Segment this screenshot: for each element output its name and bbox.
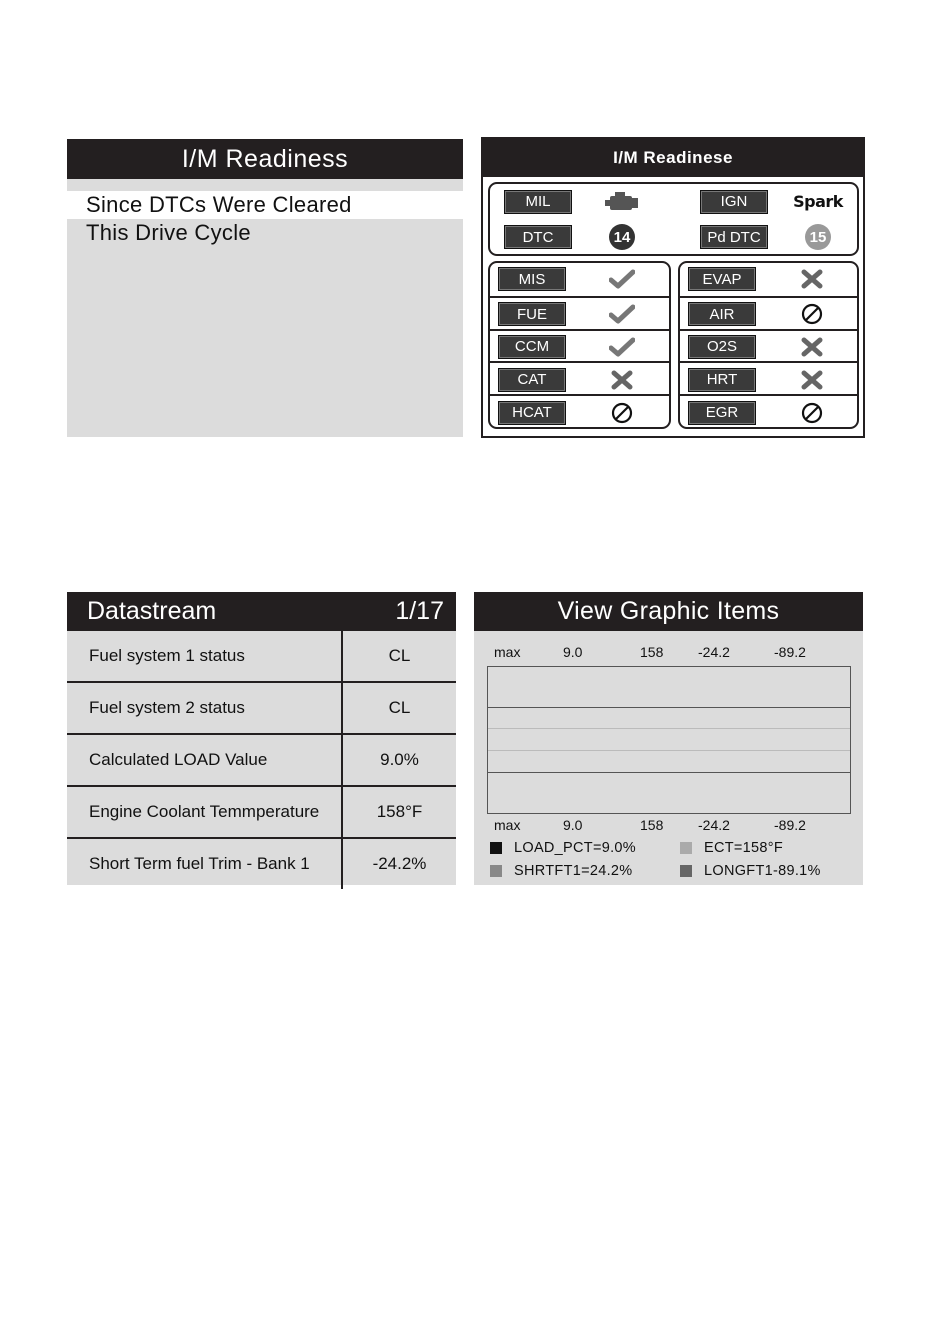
legend-item — [490, 840, 636, 856]
max-value: -24.2 — [698, 817, 730, 833]
table-row[interactable] — [67, 786, 456, 838]
dtc-label: DTC — [504, 225, 572, 249]
monitor-label: HRT — [688, 368, 756, 392]
monitor-label: MIS — [498, 267, 566, 291]
check-icon — [592, 337, 652, 357]
max-value: 158 — [640, 817, 664, 833]
monitor-label: EVAP — [688, 267, 756, 291]
right-monitors-box — [678, 261, 859, 429]
max-value: 9.0 — [563, 817, 583, 833]
bottom-max-row — [474, 817, 863, 835]
option-this-drive-cycle[interactable]: This Drive Cycle — [86, 220, 251, 245]
not-supported-icon — [782, 402, 842, 424]
pid-value: CL — [342, 631, 456, 682]
monitor-row — [490, 263, 669, 296]
datastream-header — [67, 592, 456, 631]
mil-label: MIL — [504, 190, 572, 214]
screen-title: Datastream — [87, 597, 217, 625]
legend-item — [490, 863, 632, 879]
im-readiness-status-screen — [481, 137, 865, 438]
monitor-label: O2S — [688, 335, 756, 359]
left-monitors-box — [488, 261, 671, 429]
max-value: -24.2 — [698, 644, 730, 660]
legend-swatch — [490, 842, 502, 854]
pid-value: 158°F — [342, 786, 456, 838]
monitor-label: AIR — [688, 302, 756, 326]
monitor-row — [680, 329, 857, 364]
monitor-row — [680, 263, 857, 296]
max-value: 158 — [640, 644, 664, 660]
legend-swatch — [680, 842, 692, 854]
cross-icon — [592, 370, 652, 390]
not-supported-icon — [782, 303, 842, 325]
pid-value: -24.2% — [372, 854, 427, 873]
legend-label: LOAD_PCT=9.0% — [514, 840, 636, 856]
ign-value: Spark — [793, 192, 843, 211]
legend-swatch — [490, 865, 502, 877]
monitor-label: FUE — [498, 302, 566, 326]
max-label: max — [494, 644, 521, 660]
legend-item — [680, 840, 783, 856]
max-value: -89.2 — [774, 817, 806, 833]
monitor-label: EGR — [688, 401, 756, 425]
screen-title: I/M Readiness — [67, 139, 463, 179]
pid-name: Calculated LOAD Value — [67, 734, 342, 786]
table-row[interactable] — [67, 838, 456, 889]
screen-title: View Graphic Items — [474, 592, 863, 631]
mil-dtc-box — [488, 182, 859, 256]
im-readiness-menu-screen — [67, 139, 463, 437]
table-row[interactable] — [67, 682, 456, 734]
option-since-dtcs-cleared[interactable]: Since DTCs Were Cleared — [67, 191, 463, 219]
monitor-label: HCAT — [498, 401, 566, 425]
engine-icon — [592, 191, 652, 213]
pd-dtc-label: Pd DTC — [700, 225, 768, 249]
dtc-count-badge: 14 — [609, 224, 635, 250]
legend-label: ECT=158°F — [704, 840, 784, 856]
pid-name: Fuel system 1 status — [67, 631, 342, 682]
not-supported-icon — [592, 402, 652, 424]
legend-item — [680, 863, 821, 879]
graphic-items-screen — [474, 592, 863, 885]
screen-title: I/M Readinese — [483, 139, 863, 177]
check-icon — [592, 304, 652, 324]
monitor-row — [490, 296, 669, 331]
monitor-row — [490, 329, 669, 364]
monitor-row — [490, 394, 669, 429]
legend-label: LONGFT1-89.1% — [704, 863, 821, 879]
ign-label: IGN — [700, 190, 768, 214]
legend-label: SHRTFT1=24.2% — [514, 863, 633, 879]
pid-name: Short Term fuel Trim - Bank 1 — [67, 838, 342, 889]
pid-name: Engine Coolant Temmperature — [67, 786, 342, 838]
datastream-table — [67, 631, 456, 889]
max-label: max — [494, 817, 521, 833]
check-icon — [592, 269, 652, 289]
monitor-row — [490, 361, 669, 396]
table-row[interactable] — [67, 734, 456, 786]
graph-area — [487, 666, 851, 814]
legend-swatch — [680, 865, 692, 877]
top-max-row — [474, 644, 863, 662]
monitor-row — [680, 394, 857, 429]
page-indicator: 1/17 — [395, 597, 444, 625]
cross-icon — [782, 370, 842, 390]
max-value: -89.2 — [774, 644, 806, 660]
pid-value: 9.0% — [342, 734, 456, 786]
table-row[interactable] — [67, 631, 456, 682]
cross-icon — [782, 337, 842, 357]
monitor-row — [680, 296, 857, 331]
pd-dtc-count-badge: 15 — [805, 224, 831, 250]
monitor-label: CCM — [498, 335, 566, 359]
pid-value: CL — [342, 682, 456, 734]
cross-icon — [782, 269, 842, 289]
monitor-label: CAT — [498, 368, 566, 392]
datastream-screen — [67, 592, 456, 885]
pid-name: Fuel system 2 status — [67, 682, 342, 734]
monitor-row — [680, 361, 857, 396]
max-value: 9.0 — [563, 644, 583, 660]
